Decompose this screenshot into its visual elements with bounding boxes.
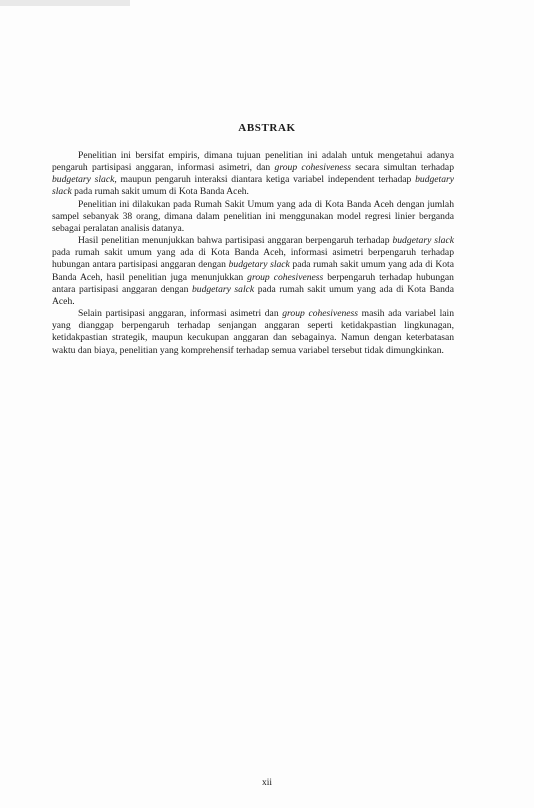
paragraph-text: pada rumah sakit umum di Kota Banda Aceh.	[71, 186, 249, 198]
abstract-title: ABSTRAK	[238, 122, 296, 134]
paragraph-text: masih ada variabel lain yang dianggap berpengaruh terhadap senjangan anggaran seperti ketidakpastian lingkunagan, ketidakpastian strategik, maupun kecukupan anggaran dan sebagainya. Namun dengan keterbatasan waktu dan biaya, penelitian yang komprehensif terhadap semua variabel tersebut tidak dimungkinkan.	[52, 308, 455, 356]
paragraph-text: Selain partisipasi anggaran, informasi asimetri dan	[78, 308, 283, 320]
abstract-paragraph	[52, 150, 454, 199]
paragraph-text: pada rumah sakit umum yang ada di Kota Banda Aceh.	[52, 283, 454, 307]
paragraph-text: Hasil penelitian menunjukkan bahwa partisipasi anggaran berpengaruh terhadap	[78, 235, 393, 247]
paragraph-text: pada rumah sakit umum yang ada di Kota Banda Aceh, hasil penelitian juga menunjukkan	[52, 259, 454, 283]
paragraph-text: maupun pengaruh interaksi diantara ketiga variabel independent terhadap	[116, 174, 416, 186]
abstract-paragraph	[52, 235, 454, 308]
italic-term: budgetary slack	[228, 259, 290, 271]
italic-term: budgetary slack	[52, 174, 454, 198]
paragraph-text: Penelitian ini bersifat empiris, dimana tujuan penelitian ini adalah untuk mengetahui adanya pengaruh partisipasi anggaran, informasi asimetri, dan	[52, 150, 454, 174]
page-number: xii	[261, 778, 273, 788]
italic-term: group cohesiveness	[247, 271, 324, 283]
italic-term: group cohesiveness	[282, 308, 358, 320]
paragraph-text: Penelitian ini dilakukan pada Rumah Sakit Umum yang ada di Kota Banda Aceh dengan jumlah sampel sebanyak 38 orang, dimana dalam penelitian ini menggunakan model regresi linier berganda sebagai peralatan analisis datanya.	[52, 198, 454, 234]
paragraph-text: secara simultan terhadap	[350, 162, 454, 174]
italic-term: budgetary slack,	[52, 174, 117, 186]
paragraph-text: berpengaruh terhadap hubungan antara partisipasi anggaran dengan	[52, 271, 454, 295]
abstract-paragraph	[52, 308, 454, 357]
abstract-body	[52, 150, 454, 357]
scan-edge-mark	[0, 0, 130, 6]
abstract-paragraph	[52, 199, 454, 235]
paragraph-text: pada rumah sakit umum yang ada di Kota Banda Aceh, informasi asimetri berpengaruh terhadap hubungan antara partisipasi anggaran dengan	[52, 247, 454, 271]
italic-term: group cohesiveness	[274, 162, 351, 174]
italic-term: budgetary slack	[392, 235, 454, 247]
italic-term: budgetary salck	[191, 283, 255, 295]
